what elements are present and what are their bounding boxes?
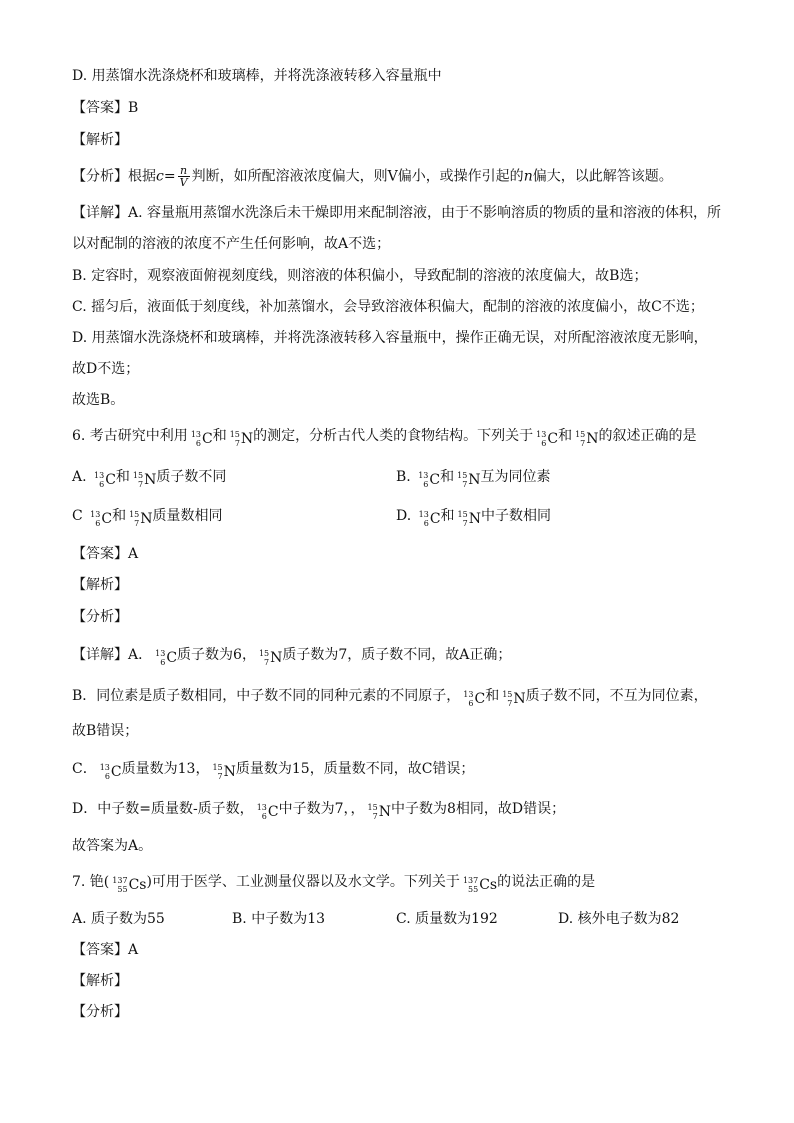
isotope-n15: 15 7 N [129,510,153,528]
option-b: B. 13 6 C和 15 7 N互为同位素 [396,469,551,489]
analysis-heading: 【解析】 [72,577,128,593]
isotope-c13: 13 6 C [418,471,441,489]
isotope-c13: 13 6 C [190,430,213,448]
isotope-n15: 15 7 N [367,803,391,821]
isotope-c13: 13 6 C [418,510,441,528]
text-line: 以对配制的溶液的浓度不产生任何影响，故A不选； [72,236,391,252]
text-line: 【详解】A. 容量瓶用蒸馏水洗涤后未干燥即用来配制溶液，由于不影响溶质的物质的量和溶液的体积，所 [72,205,722,221]
isotope-n15: 15 7 N [132,471,157,489]
isotope-c13: 13 6 C [94,471,116,489]
text-line: B. 定容时，观察液面俯视刻度线，则溶液的体积偏小，导致配制的溶液的浓度偏大，故B选； [72,268,648,284]
text-line: C． 13 6 C质量数为13， 15 7 N质量数为15，质量数不同，故C错误； [72,761,475,781]
analysis-heading: 【解析】 [72,132,128,148]
text-line: B．同位素是质子数相同，中子数不同的同种元素的不同原子， 13 6 C和 15 7 N质子数不同，不互为同位素， [72,688,708,708]
isotope-c13: 13 6 C [99,763,122,781]
text-line: 故D不选； [72,361,140,377]
text-line: 故B错误； [72,723,139,739]
isotope-n15: 15 7 N [457,510,481,528]
isotope-c13: 13 6 C [463,690,486,708]
question-7-stem: 7. 铯( 137 55 Cs)可用于医学、工业测量仪器以及水文学。下列关于 137 55 Cs的说法正确的是 [72,874,596,894]
text-line: 故答案为A。 [72,838,153,854]
option-a: A. 质子数为55 [72,911,165,927]
text-line: C. 摇匀后，液面低于刻度线，补加蒸馏水，会导致溶液体积偏大，配制的溶液的浓度偏小，故C不选； [72,299,704,315]
analysis-heading: 【解析】 [72,973,128,989]
option-c: C 13 6 C和 15 7 N质量数相同 [72,508,223,528]
text-line: 【详解】A． 13 6 C质子数为6， 15 7 N质子数为7，质子数不同，故A正确； [72,647,512,667]
fraction-n-over-v: $\frac{n}{V}$ [178,165,190,188]
isotope-n15: 15 7 N [229,430,254,448]
isotope-n15: 15 7 N [502,690,526,708]
isotope-c13: 13 6 C [256,803,279,821]
isotope-c13: 13 6 C [536,430,559,448]
isotope-n15: 15 7 N [575,430,599,448]
isotope-cs137: 137 55 Cs [462,876,498,894]
isotope-cs137: 137 55 Cs [112,876,147,894]
analysis-heading: 【分析】 [72,1004,128,1020]
isotope-n15: 15 7 N [258,649,283,667]
option-d: D. 核外电子数为82 [558,911,680,927]
option-d: D. 13 6 C和 15 7 N中子数相同 [396,508,551,528]
text-line: 【分析】根据c= $\frac{n}{V}$ 判断，如所配溶液浓度偏大，则V偏小，或操作引起的n偏大，以此解答该题。 [72,164,673,189]
text-line: D. 用蒸馏水洗涤烧杯和玻璃棒，并将洗涤液转移入容量瓶中 [72,68,442,84]
text-line: 故选B。 [72,392,125,408]
isotope-c13: 13 6 C [155,649,178,667]
question-6-stem: 6. 考古研究中利用 13 6 C和 15 7 N的测定，分析古代人类的食物结构。下列关于 13 6 C和 15 7 N的叙述正确的是 [72,428,697,448]
isotope-c13: 13 6 C [90,510,113,528]
answer-label: 【答案】A [72,546,139,562]
answer-label: 【答案】A [72,942,139,958]
option-c: C. 质量数为192 [396,911,498,927]
text-line: D．中子数=质量数-质子数， 13 6 C中子数为7，， 15 7 N中子数为8相同，故D错误； [72,801,566,821]
option-a: A. 13 6 C和 15 7 N质子数不同 [72,469,227,489]
text-line: D. 用蒸馏水洗涤烧杯和玻璃棒，并将洗涤液转移入容量瓶中，操作正确无误，对所配溶液浓度无影响， [72,330,708,346]
isotope-n15: 15 7 N [212,763,236,781]
answer-label: 【答案】B [72,100,139,116]
analysis-heading: 【分析】 [72,609,128,625]
option-b: B. 中子数为13 [232,911,326,927]
isotope-n15: 15 7 N [457,471,481,489]
